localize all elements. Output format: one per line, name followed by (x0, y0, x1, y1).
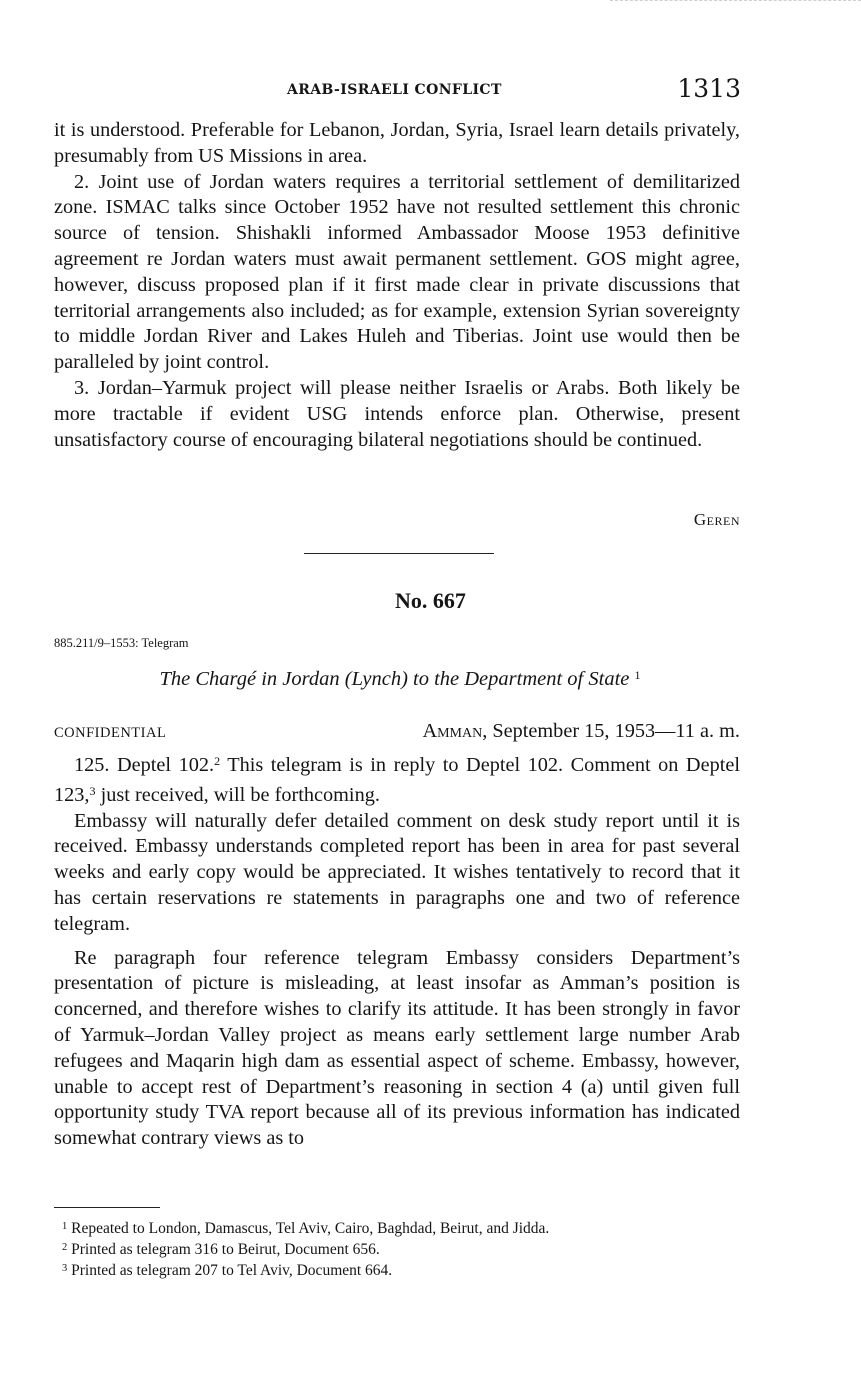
footnote-marker: 2 (214, 754, 221, 768)
footnote-marker: 3 (89, 783, 96, 798)
running-head (0, 74, 861, 104)
telegram-paragraph-3: Re paragraph four reference telegram Embassy considers Department’s presentation of picture is misleading, at least insofar as Amman’s position is concerned, and therefore wishes to clarify its attitude. It has been strongly in favor of Yarmuk–Jordan Valley project as means early settlement large number Arab refugees and Maqarin high dam as essential aspect of scheme. Embassy, however, unable to accept rest of Department’s reasoning in section 4 (a) until given full opportunity study TVA report because all of its previous information has indicated somewhat contrary views as to (54, 946, 740, 1150)
footnote-3 (54, 1259, 754, 1280)
footnote-2 (54, 1238, 754, 1259)
section-divider (304, 553, 494, 554)
footnotes (54, 1217, 754, 1280)
signature: Geren (693, 510, 740, 529)
telegram-paragraph-1 (54, 749, 740, 809)
dateline-place: Amman (422, 720, 483, 742)
telegram-text: just received, will be forthcoming. (95, 783, 380, 806)
footnote-text: Repeated to London, Damascus, Tel Aviv, Cairo, Baghdad, Beirut, and Jidda. (67, 1220, 550, 1237)
footnote-mark: 2 (62, 1242, 68, 1253)
top-edge-rule (610, 0, 861, 3)
paragraph-3: 3. Jordan–Yarmuk project will please neither Israelis or Arabs. Both likely be more tractable if evident USG intends enforce plan. Otherwise, present unsatisfactory course of encouraging bilateral negotiations should be continued. (54, 376, 740, 451)
dateline (422, 720, 740, 743)
paragraph-continued: it is understood. Preferable for Lebanon, Jordan, Syria, Israel learn details privately, presumably from US Missions in area. (54, 119, 740, 167)
footnote-mark: 1 (62, 1221, 68, 1232)
paragraph-2: 2. Joint use of Jordan waters requires a territorial settlement of demilitarized zone. ISMAC talks since October 1952 have not resulted settlement this chronic source of tension. Shishakli informed Ambassador Moose 1953 definitive agreement re Jordan waters must await permanent settlement. GOS might agree, however, discuss proposed plan if it first made clear in private discussions that territorial arrangements also included; as for example, extension Syrian sovereignty to middle Jordan River and Lakes Huleh and Tiberias. Joint use would then be paralleled by joint control. (54, 170, 740, 374)
document-number: No. 667 (395, 588, 466, 613)
footnote-mark: 3 (62, 1263, 68, 1274)
telegram-paragraph-2: Embassy will naturally defer detailed comment on desk study report until it is received. Embassy understands completed report has been in area for past several weeks and early copy would be appreciated. It wishes tentatively to record that it has certain reservations re statements in paragraphs one and two of reference telegram. (54, 809, 740, 935)
telegram-body (54, 749, 740, 1152)
continued-text (54, 118, 740, 453)
file-reference: 885.211/9–1553: Telegram (54, 636, 189, 650)
telegram-text: 125. Deptel 102. (74, 754, 215, 776)
footnote-1 (54, 1217, 754, 1238)
classification-line (54, 720, 740, 746)
running-head-title: ARAB-ISRAELI CONFLICT (287, 82, 502, 98)
telegram-text: This telegram is in reply to Deptel 102. Comment on Deptel 123, (54, 754, 740, 806)
document-title (0, 668, 800, 691)
document-title-text: The Chargé in Jordan (Lynch) to the Department of State (159, 668, 630, 690)
page-number: 1313 (677, 74, 741, 103)
classification: CONFIDENTIAL (54, 725, 167, 741)
footnote-text: Printed as telegram 207 to Tel Aviv, Document 664. (67, 1262, 393, 1279)
footnote-text: Printed as telegram 316 to Beirut, Document 656. (67, 1241, 380, 1258)
dateline-date: , September 15, 1953—11 a. m. (482, 720, 740, 742)
footnote-marker: 1 (634, 668, 641, 682)
footnote-rule (54, 1207, 160, 1208)
